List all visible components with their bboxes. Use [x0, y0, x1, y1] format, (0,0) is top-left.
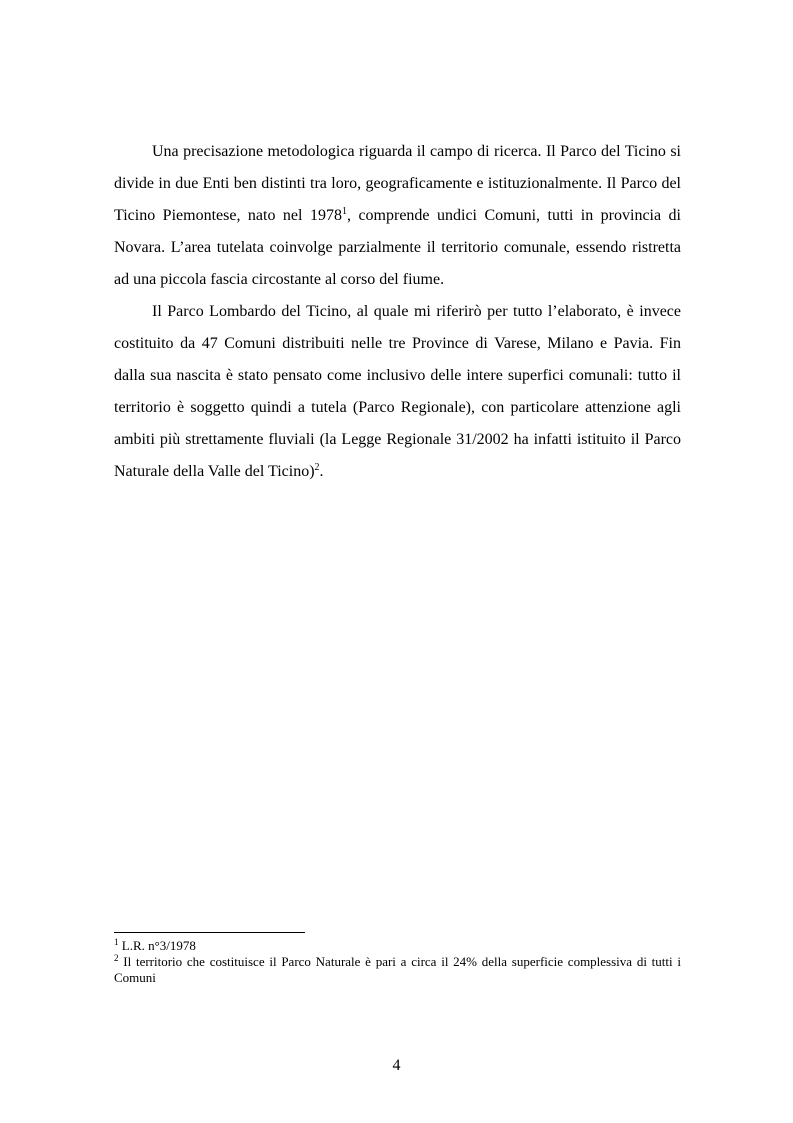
paragraph-1: [114, 136, 681, 296]
paragraph-1-text-b: , comprende undici Comuni, tutti in provincia di Novara. L’area tutelata coinvolge parzialmente il territorio comunale, essendo ristretta ad una piccola fascia circostante al corso del fiume.: [114, 207, 682, 288]
footnote-2-text: Il territorio che costituisce il Parco Naturale è pari a circa il 24% della superficie complessiva di tutti i Comuni: [114, 954, 681, 985]
footnote-1: [114, 938, 681, 954]
footnote-1-text: L.R. n°3/1978: [118, 938, 196, 953]
footnote-separator: [114, 932, 305, 933]
paragraph-2-text-a: Il Parco Lombardo del Ticino, al quale mi riferirò per tutto l’elaborato, è invece costituito da 47 Comuni distribuiti nelle tre Province di Varese, Milano e Pavia. Fin dalla sua nascita è stato pensato come inclusivo delle intere superfici comunali: tutto il territorio è soggetto quindi a tutela (Parco Regionale), con particolare attenzione agli ambiti più strettamente fluviali (la Legge Regionale 31/2002 ha infatti istituito il Parco Naturale della Valle del Ticino): [114, 303, 681, 480]
paragraph-1-text-a: Una precisazione metodologica riguarda il campo di ricerca. Il Parco del Ticino si divide in due Enti ben distinti tra loro, geograficamente e istituzionalmente. Il Parco del Ticino Piemontese, nato nel 1978: [114, 143, 681, 224]
footnote-2-marker: 2: [114, 953, 119, 963]
document-body: [114, 136, 681, 488]
footnote-1-marker: 1: [114, 937, 119, 947]
page-number: 4: [392, 1057, 401, 1074]
paragraph-2-text-b: .: [319, 463, 324, 480]
footnotes: [114, 938, 681, 986]
paragraph-2: [114, 296, 681, 488]
footnote-ref-1: 1: [341, 206, 347, 217]
footnote-ref-2: 2: [314, 462, 320, 473]
footnote-2: [114, 954, 681, 986]
